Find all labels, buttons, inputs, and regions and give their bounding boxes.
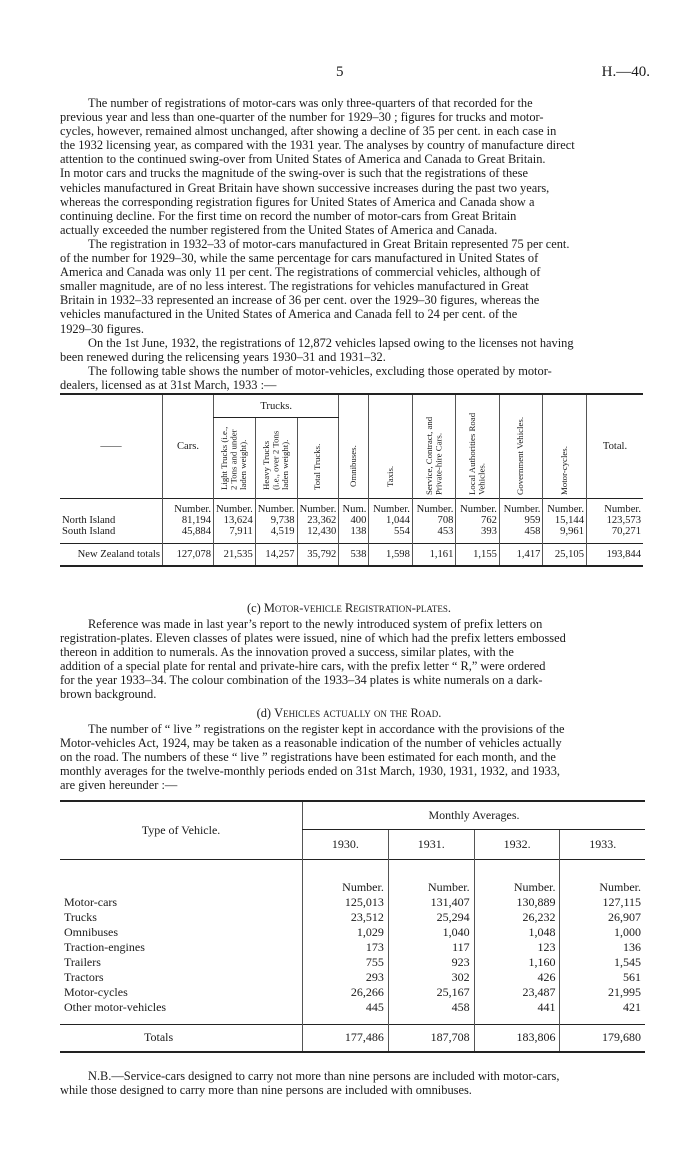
table-row: Trucks 23,512 25,294 26,232 26,907: [60, 910, 645, 925]
col-trucks-group: Trucks.: [214, 394, 339, 418]
col-local-authorities: Local Authorities Road Vehicles.: [456, 394, 500, 499]
monthly-averages-header: Monthly Averages.: [303, 801, 646, 829]
page-number: 5: [336, 64, 344, 80]
footnote: N.B.—Service-cars designed to carry not more than nine persons are included with motor-cars, while those designed to carry more than nine persons are included with omnibuses.: [60, 1069, 560, 1098]
table-row: Other motor-vehicles 445 458 441 421: [60, 1000, 645, 1024]
paragraph-registrations: The number of registrations of motor-cars was only three-quarters of that recorded for the previous year and less than one-quarter of the number for 1929–30 ; figures for trucks and motor- cycles, however, remained almost unchanged, after showing a decline of 35 per cent. in each case in the 1932 licensing year, as compared with the 1931 year. The analyses by country of manufacture direct attention to the continued swing-over from United States of America and Canada to Great Britain. In motor cars and trucks the magnitude of the swing-over is such that the registrations of these vehicles manufactured in Great Britain have shown successive increases during the past two years, whereas the corresponding registration figures for United States of America and Canada show a continuing decline. For the first time on record the number of motor-cars from Great Britain actually exceeded the number registered from the United States of America and Canada. The registration in 1932–33 of motor-cars manufactured in Great Britain represented 75 per cent. of the number for 1929–30, while the same percentage for cars manufactured in United States of America and Canada was only 11 per cent. The registrations of commercial vehicles, although of smaller magnitude, are of no less interest. The registrations for vehicles manufactured in Great Britain in 1932–33 represented an increase of 36 per cent. over the 1929–30 figures, whereas the vehicles manufactured in the United States of America and Canada fell to 24 per cent. of the 1929–30 figures. On the 1st June, 1932, the registrations of 12,872 vehicles lapsed owing to the licenses not having been renewed during the relicensing years 1930–31 and 1931–32. The following table shows the number of motor-vehicles, excluding those operated by motor- dealers, licensed as at 31st March, 1933 :—: [60, 96, 575, 392]
table-row: Traction-engines 173 117 123 136: [60, 940, 645, 955]
year-header: 1932.: [474, 829, 560, 859]
table-row: Motor-cycles 26,266 25,167 23,487 21,995: [60, 985, 645, 1000]
col-total-trucks: Total Trucks.: [297, 418, 339, 499]
paragraph-registration-plates: Reference was made in last year’s report to the newly introduced system of prefix letters on registration-plates. Eleven classes of plates were issued, nine of which had the prefix letters embossed thereon in addition to numerals. As the innovation proved a success, similar plates, with the addition of a special plate for rental and private-hire cars, with the prefix letter “ R,” were ordered for the year 1933–34. The colour combination of the 1933–34 plates is white numerals on a dark- brown background.: [60, 617, 566, 702]
col-total: Total.: [587, 394, 644, 499]
table-row: Trailers 755 923 1,160 1,545: [60, 955, 645, 970]
col-service-cars: Service, Contract, and Private-hire Cars.: [412, 394, 456, 499]
monthly-averages-table: [60, 800, 645, 1053]
paragraph-vehicles-on-road: The number of “ live ” registrations on the register kept in accordance with the provisions of the Motor-vehicles Act, 1924, may be taken as a reasonable indication of the number of vehicles actually on the road. The numbers of these “ live ” registrations have been estimated for each month, and the monthly averages for the twelve-monthly periods ended on 31st March, 1930, 1931, 1932, and 1933, are given hereunder :—: [60, 722, 565, 793]
year-header: 1930.: [303, 829, 389, 859]
type-of-vehicle-header: Type of Vehicle.: [141, 822, 221, 837]
col-motor-cycles: Motor-cycles.: [543, 394, 587, 499]
section-d-heading: (d) Vehicles actually on the Road.: [256, 706, 442, 720]
table-row: Tractors 293 302 426 561: [60, 970, 645, 985]
col-heavy-trucks: Heavy Trucks (i.e., over 2 Tons laden weight).: [255, 418, 297, 499]
table2-units-row: Number. Number. Number. Number.: [60, 859, 645, 895]
col-omnibuses: Omnibuses.: [339, 394, 369, 499]
licensed-vehicles-table: [60, 393, 643, 567]
document-reference: H.—40.: [601, 64, 650, 80]
col-cars: Cars.: [163, 394, 214, 499]
table-row: North Island 81,194 13,624 9,738 23,362 400 1,044 708 762 959 15,144 123,573: [62, 514, 641, 526]
table1-units-row: Number. Number. Number. Number. Num. Number. Number. Number. Number. Number. Number.: [60, 499, 643, 515]
col-taxis: Taxis.: [369, 394, 413, 499]
section-c-heading: (c) Motor-vehicle Registration-plates.: [247, 601, 451, 615]
table-total-row: New Zealand totals 127,078 21,535 14,257 35,792 538 1,598 1,161 1,155 1,417 25,105 193,844: [60, 544, 643, 566]
table-total-row: Totals 177,486 187,708 183,806 179,680: [60, 1024, 645, 1052]
table-row: Motor-cars 125,013 131,407 130,889 127,115: [60, 895, 645, 910]
col-light-trucks: Light Trucks (i.e., 2 Tons and under laden weight).: [214, 418, 256, 499]
year-header: 1931.: [388, 829, 474, 859]
year-header: 1933.: [560, 829, 645, 859]
table-row: Omnibuses 1,029 1,040 1,048 1,000: [60, 925, 645, 940]
col-government: Government Vehicles.: [499, 394, 543, 499]
table-row: South Island 45,884 7,911 4,519 12,430 138 554 453 393 458 9,961 70,271: [60, 526, 643, 544]
blank-header: ——: [100, 441, 122, 452]
